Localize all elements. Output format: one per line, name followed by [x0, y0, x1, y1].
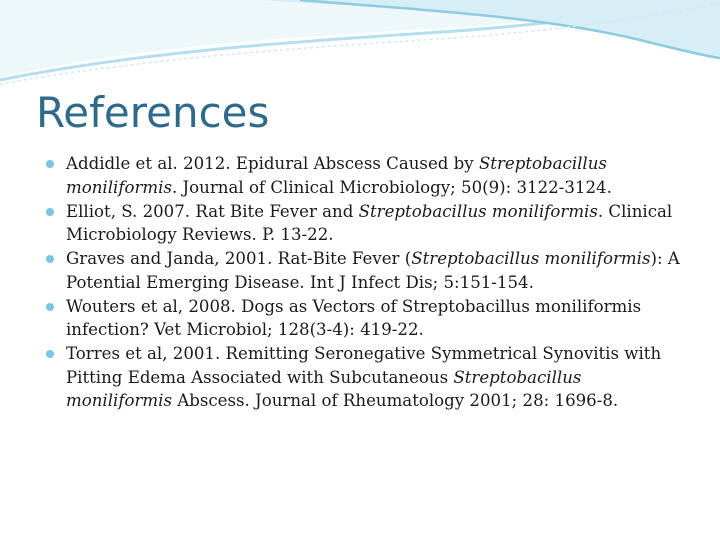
reference-item [46, 200, 686, 247]
wave-decoration [0, 0, 720, 90]
reference-item [46, 247, 686, 294]
reference-text: Torres et al, 2001. Remitting Seronegative Symmetrical Synovitis with Pitting Edema Associated with Subcutaneous [66, 344, 662, 387]
reference-text: . Journal of Clinical Microbiology; 50(9): 3122-3124. [171, 177, 612, 197]
species-name: Streptobacillus moniliformis [66, 154, 607, 197]
reference-text: Graves and Janda, 2001. Rat-Bite Fever ( [66, 249, 412, 268]
species-name: Streptobacillus moniliformis [358, 201, 598, 221]
reference-text: ): A Potential Emerging Disease. Int J Infect Dis; 5:151-154. [66, 249, 680, 292]
bullet-icon [46, 303, 54, 311]
bullet-icon [46, 160, 54, 168]
species-name: Streptobacillus moniliformis [66, 367, 582, 410]
reference-text: Wouters et al, 2008. Dogs as Vectors of Streptobacillus moniliformis infection? Vet Microbiol; 128(3-4): 419-22. [66, 296, 642, 339]
reference-item [46, 295, 686, 342]
bullet-icon [46, 350, 54, 358]
species-name: Streptobacillus moniliformis [411, 249, 651, 268]
bullet-icon [46, 255, 54, 263]
reference-item [46, 342, 686, 413]
reference-text: Elliot, S. 2007. Rat Bite Fever and [66, 201, 359, 221]
references-list [46, 152, 686, 413]
reference-text: Addidle et al. 2012. Epidural Abscess Caused by [66, 154, 479, 173]
reference-item [46, 152, 686, 199]
slide-title: References [36, 88, 270, 137]
reference-text: . Clinical Microbiology Reviews. P. 13-22. [66, 201, 673, 244]
reference-text: Abscess. Journal of Rheumatology 2001; 28: 1696-8. [171, 391, 619, 410]
bullet-icon [46, 208, 54, 216]
